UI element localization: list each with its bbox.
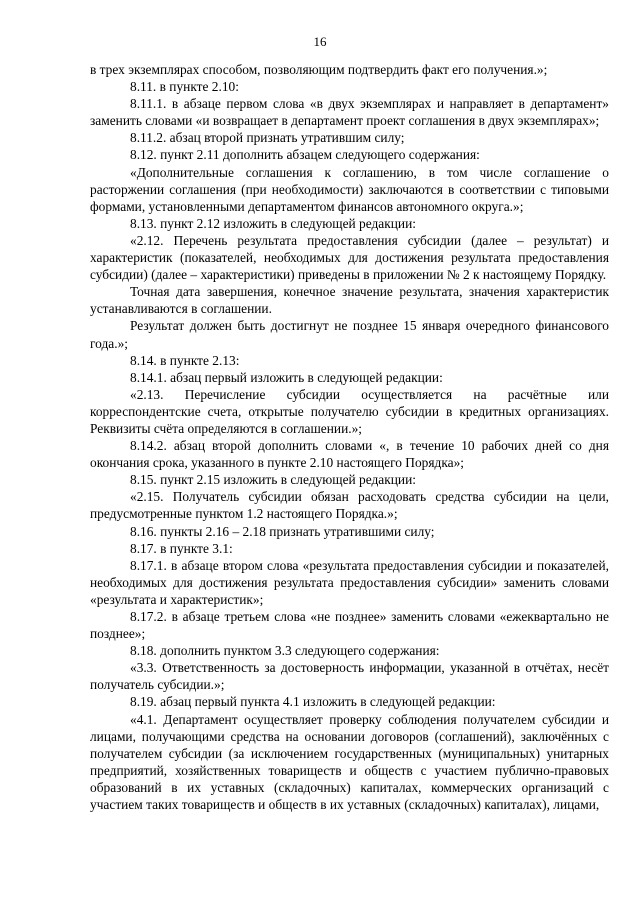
paragraph: 8.11. в пункте 2.10: [130,79,239,95]
paragraph: 8.11.1. в абзаце первом слова «в двух экземплярах и направляет в департамент» заменить словами «и возвращает в департамент проект соглашения в двух экземплярах»; [90,96,609,129]
paragraph: 8.14.2. абзац второй дополнить словами «, в течение 10 рабочих дней со дня окончания срока, указанного в пункте 2.10 настоящего Порядка»; [90,438,609,471]
paragraph: «2.13. Перечисление субсидии осуществляется на расчётные или корреспондентские счета, открытые получателю субсидии в кредитных организациях. Реквизиты счёта определяются в соглашении.»; [90,386,609,436]
paragraph: 8.11.2. абзац второй признать утратившим силу; [130,130,405,146]
paragraph: 8.15. пункт 2.15 изложить в следующей редакции: [130,472,416,488]
paragraph: Результат должен быть достигнут не позднее 15 января очередного финансового года.»; [90,318,609,351]
page-number: 16 [313,34,327,49]
paragraph: 8.19. абзац первый пункта 4.1 изложить в следующей редакции: [130,694,496,710]
paragraph: 8.12. пункт 2.11 дополнить абзацем следующего содержания: [130,147,480,163]
paragraph: в трех экземплярах способом, позволяющим подтвердить факт его получения.»; [90,62,548,77]
paragraph: «4.1. Департамент осуществляет проверку соблюдения получателем субсидии и лицами, получающими средства на основании договоров (соглашений), заключённых с получателем субсидии (за исключением государственных (муниципальных) унитарных предприятий, хозяйственных товариществ и обществ с участием публично-правовых образований в их уставных (складочных) капиталах, коммерческих организаций с участием таких товариществ и обществ в их уставных (складочных) капиталах), лицами, [90,711,609,813]
paragraph: 8.13. пункт 2.12 изложить в следующей редакции: [130,215,416,231]
paragraph: «2.15. Получатель субсидии обязан расходовать средства субсидии на цели, предусмотренные пунктом 1.2 настоящего Порядка.»; [90,489,609,522]
paragraph: 8.17.2. в абзаце третьем слова «не позднее» заменить словами «ежеквартально не позднее»; [90,609,609,642]
paragraph: 8.17. в пункте 3.1: [130,540,233,556]
paragraph: 8.14.1. абзац первый изложить в следующей редакции: [130,369,443,385]
paragraph: 8.17.1. в абзаце втором слова «результата предоставления субсидии и показателей, необходимых для достижения результата предоставления субсидии» заменить словами «результата и характеристик»; [90,557,609,607]
paragraph: 8.16. пункты 2.16 – 2.18 признать утратившими силу; [130,523,435,539]
paragraph: 8.14. в пункте 2.13: [130,352,240,368]
document-body [90,61,609,813]
paragraph: «Дополнительные соглашения к соглашению, в том числе соглашение о расторжении соглашения (при необходимости) заключаются в соответствии с типовыми формами, установленными департаментом финансов автономного округа.»; [90,164,609,214]
paragraph: «2.12. Перечень результата предоставления субсидии (далее – результат) и характеристик (показателей, необходимых для достижения результата предоставления субсидии) (далее – характеристики) приведены в приложении № 2 к настоящему Порядку. [90,232,609,283]
paragraph: 8.18. дополнить пунктом 3.3 следующего содержания: [130,643,440,659]
paragraph: Точная дата завершения, конечное значение результата, значения характеристик устанавливаются в соглашении. [90,284,609,317]
paragraph: «3.3. Ответственность за достоверность информации, указанной в отчётах, несёт получатель субсидии.»; [90,660,609,693]
